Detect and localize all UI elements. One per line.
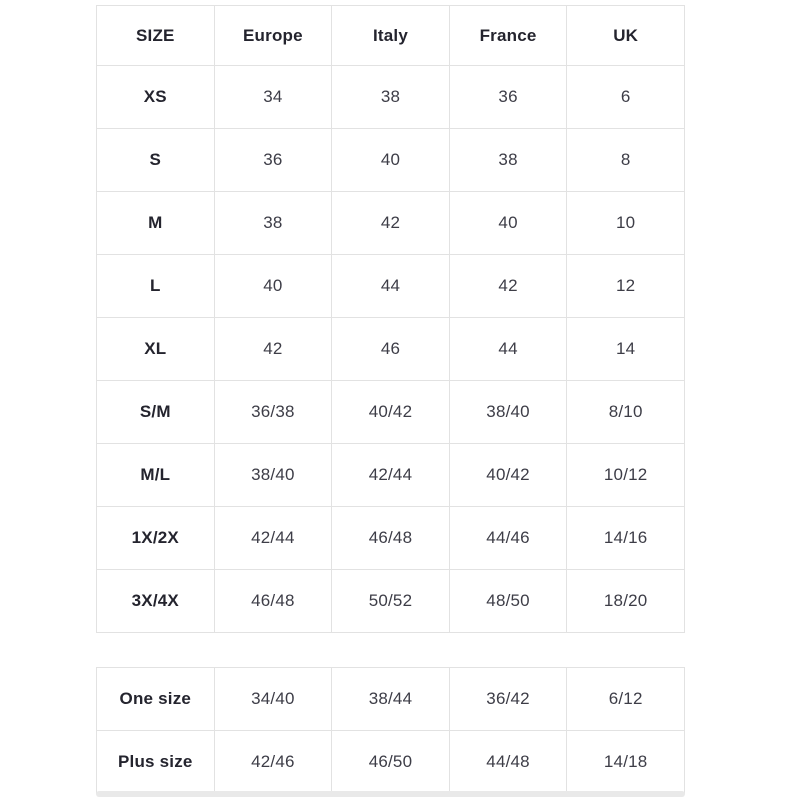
table-cell: 46 (332, 318, 450, 381)
table-cell: 10/12 (567, 444, 685, 507)
column-header-europe: Europe (214, 6, 332, 66)
size-label: M/L (97, 444, 215, 507)
table-cell: 38/40 (449, 381, 567, 444)
table-row (97, 381, 685, 444)
table-cell: 46/50 (332, 731, 450, 794)
table-cell: 38 (332, 66, 450, 129)
table-cell: 8/10 (567, 381, 685, 444)
table-cell: 50/52 (332, 570, 450, 633)
table-cell: 40/42 (449, 444, 567, 507)
table-row (97, 668, 685, 731)
table-cell: 8 (567, 129, 685, 192)
table-cell: 14/18 (567, 731, 685, 794)
table-cell: 42 (332, 192, 450, 255)
table-cell: 38/40 (214, 444, 332, 507)
special-sizes-table-container (96, 667, 685, 794)
table-cell: 48/50 (449, 570, 567, 633)
table-cell: 44/48 (449, 731, 567, 794)
table-cell: 40 (214, 255, 332, 318)
table-cell: 46/48 (332, 507, 450, 570)
table-cell: 36/38 (214, 381, 332, 444)
table-cell: 10 (567, 192, 685, 255)
table-cell: 42 (449, 255, 567, 318)
table-row (97, 129, 685, 192)
table-cell: 34 (214, 66, 332, 129)
table-row (97, 192, 685, 255)
table-cell: 42/44 (332, 444, 450, 507)
table-cell: 6 (567, 66, 685, 129)
size-label: XS (97, 66, 215, 129)
size-label: Plus size (97, 731, 215, 794)
table-cell: 38 (449, 129, 567, 192)
table-cell: 34/40 (214, 668, 332, 731)
table-cell: 42/46 (214, 731, 332, 794)
size-label: One size (97, 668, 215, 731)
size-label: XL (97, 318, 215, 381)
column-header-france: France (449, 6, 567, 66)
table-row (97, 66, 685, 129)
table-cell: 40/42 (332, 381, 450, 444)
table-cell: 44 (332, 255, 450, 318)
table-cell: 46/48 (214, 570, 332, 633)
table-row (97, 255, 685, 318)
table-cell: 12 (567, 255, 685, 318)
table-cell: 18/20 (567, 570, 685, 633)
column-header-uk: UK (567, 6, 685, 66)
table-cell: 38/44 (332, 668, 450, 731)
size-label: M (97, 192, 215, 255)
table-row (97, 570, 685, 633)
table-cell: 40 (449, 192, 567, 255)
table-cell: 14 (567, 318, 685, 381)
size-conversion-table-container (96, 5, 685, 633)
column-header-italy: Italy (332, 6, 450, 66)
table-row (97, 731, 685, 794)
column-header-size: SIZE (97, 6, 215, 66)
table-row (97, 507, 685, 570)
horizontal-scrollbar-track[interactable] (96, 791, 685, 797)
table-cell: 42 (214, 318, 332, 381)
table-cell: 40 (332, 129, 450, 192)
special-sizes-table (96, 667, 685, 794)
table-cell: 44 (449, 318, 567, 381)
size-label: S/M (97, 381, 215, 444)
size-label: S (97, 129, 215, 192)
table-cell: 44/46 (449, 507, 567, 570)
table-row (97, 444, 685, 507)
table-cell: 38 (214, 192, 332, 255)
header-row (97, 6, 685, 66)
size-label: 1X/2X (97, 507, 215, 570)
size-label: 3X/4X (97, 570, 215, 633)
size-conversion-table (96, 5, 685, 633)
table-cell: 36/42 (449, 668, 567, 731)
size-label: L (97, 255, 215, 318)
table-cell: 42/44 (214, 507, 332, 570)
table-cell: 36 (449, 66, 567, 129)
table-cell: 6/12 (567, 668, 685, 731)
table-cell: 36 (214, 129, 332, 192)
table-cell: 14/16 (567, 507, 685, 570)
table-row (97, 318, 685, 381)
